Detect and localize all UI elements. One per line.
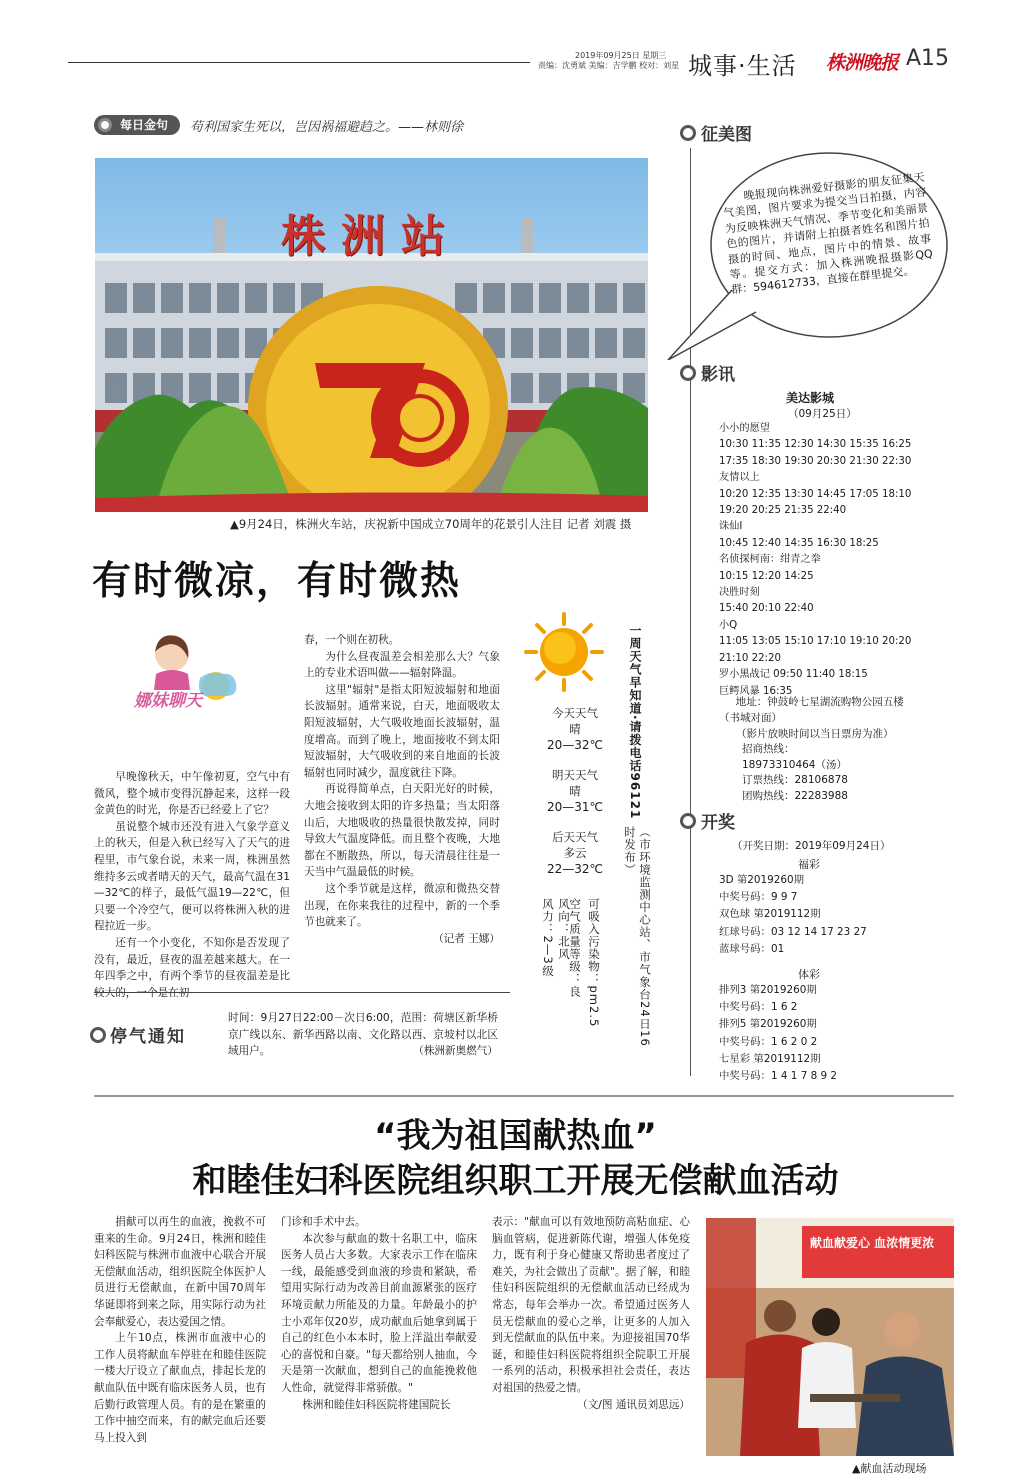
paragraph: 虽说整个城市还没有进入气象学意义上的秋天，但是入秋已经写入了天气的进程里，市气象台说，未来一周，株洲虽然维持多云或者晴天的天气，最高气温在31—32℃的样子，最低气温19—22℃，但只要一个冷空气，便可以将株洲入秋的进程拉近一步。 — [94, 820, 290, 933]
wind-direction: 风向：北风 — [557, 898, 571, 961]
lottery-line: 七星彩 第2019112期 — [719, 1052, 821, 1065]
circle-icon — [680, 125, 696, 141]
forecast-temp: 20—32℃ — [546, 738, 603, 752]
sports-label: 体彩 — [798, 968, 820, 981]
blood-photo-caption: ▲献血活动现场 — [852, 1462, 927, 1475]
photo-call-bubble — [664, 140, 954, 360]
circle-icon — [98, 118, 112, 132]
paragraph: 为什么昼夜温差会相差那么大？气象上的专业术语叫做——辐射降温。 — [304, 650, 500, 680]
lottery-line: 排列5 第2019260期 — [719, 1018, 817, 1031]
cinema-schedule — [719, 421, 911, 700]
forecast-side-source: （市环境监测中心站、市气象台24日16时发布） — [623, 826, 652, 1047]
cinema-header — [680, 360, 735, 385]
emblem-years: 1949 — 2019 — [397, 454, 451, 463]
lottery-line: 双色球 第2019112期 — [719, 908, 821, 921]
forecast-temp: 20—31℃ — [546, 800, 603, 814]
section-divider — [94, 1095, 954, 1097]
forecast-day-label: 明天天气 — [552, 768, 598, 782]
forecast-today — [536, 705, 614, 767]
lottery-line: 红球号码：03 12 14 17 23 27 — [719, 925, 867, 938]
film-title: 名侦探柯南：绀青之拳 — [719, 554, 821, 566]
blood-col3 — [492, 1214, 690, 1413]
gas-notice-label — [90, 1022, 186, 1047]
film-title: 决胜时刻 — [719, 587, 760, 599]
section-title: 城事·生活 — [688, 52, 797, 80]
circle-icon — [680, 365, 696, 381]
lottery-line: 3D 第2019260期 — [719, 874, 804, 886]
paragraph: 本次参与献血的数十名职工中，临床医务人员占大多数。大家表示工作在临床一线，最能感受到血液的珍贵和紧缺，希望用实际行动为改善目前血源紧张的医疗环境贡献力所能及的力量。年龄最小的护士小邓年仅20岁，成功献血后她拿到属于自己的红色小本本时，脸上洋溢出奉献爱心的喜悦和自豪。"每天都给别人抽血，今天是第一次献血，想到自己的血能挽救他人性命，就觉得非常骄傲。" — [281, 1232, 477, 1394]
station-photo — [95, 158, 648, 512]
hotline: 订票热线：28106878 — [742, 774, 848, 787]
film-times: 10:45 12:40 14:35 16:30 18:25 — [719, 537, 879, 549]
lottery-header — [680, 808, 735, 833]
lottery-date: （开奖日期：2019年09月24日） — [732, 840, 891, 852]
film-title: 小小的愿望 — [719, 423, 770, 434]
weather-col2 — [304, 632, 500, 947]
film-times: 21:10 22:20 — [719, 652, 781, 664]
cinema-name: 美达影城 — [786, 391, 835, 405]
quote-label: 每日金句 — [120, 118, 169, 132]
paragraph: 还有一个小变化，不知你是否发现了没有，最近，昼夜的温差越来越大。在一年四季之中，有两个季节的昼夜温差是比 — [94, 936, 290, 983]
blood-headline-1: “我为祖国献热血” — [374, 1116, 657, 1156]
forecast-day-after — [536, 829, 614, 891]
photo-call-text: 晚报现向株洲爱好摄影的朋友征集天气美图，图片要求为提交当日拍摄，内容为反映株洲天气情况、季节变化和美丽景色的图片，并请附上拍摄者姓名和图片拍摄的时间、地点，图片中的情景、故事等。提交方式：加入株洲晚报摄影QQ群：594612733，直接在群里提交。 — [722, 170, 934, 297]
forecast-day-label: 后天天气 — [552, 830, 598, 844]
circle-icon — [680, 813, 696, 829]
cinema-hotlines — [742, 742, 848, 804]
blood-col1 — [94, 1214, 266, 1446]
hotline: 18973310464（汤） — [742, 758, 847, 771]
forecast-condition: 多云 — [563, 846, 587, 860]
paragraph-continued: 门诊和手术中去。 — [281, 1216, 366, 1228]
forecast-side-title: 一周天气早知道·请拨电话96121 — [628, 624, 642, 820]
byline: （记者 王娜） — [433, 932, 500, 945]
film-title: 小Q — [719, 619, 738, 631]
station-sign: 株洲站 — [281, 211, 461, 262]
blood-headline-2: 和睦佳妇科医院组织职工开展无偿献血活动 — [192, 1161, 839, 1201]
sun-icon — [524, 612, 604, 692]
paragraph-continued: 表示："献血可以有效地预防高粘血症、心脑血管病，促进新陈代谢，增强人体免疫力，既有利于身心健康又帮助患者度过了难关，为社会做出了贡献"。据了解，和睦佳妇科医院组织的无偿献血活动已经成为常态，每年会举办一次。希望通过医务人员无偿献血的爱心之举，让更多的人加入到无偿献血的队伍中来。为迎接祖国70华诞，和睦佳妇科医院将组织全院职工开展一系列的活动，积极承担社会责任，表达对祖国的热爱之情。 — [492, 1216, 690, 1394]
header-rule — [68, 62, 530, 63]
lottery-line: 排列3 第2019260期 — [719, 984, 817, 996]
film-times: 10:30 11:35 12:30 14:30 15:35 16:25 — [719, 439, 912, 451]
brand-logo: 株洲晚报 — [826, 52, 899, 74]
gas-notice-text — [228, 1010, 498, 1060]
quote-bar — [94, 114, 654, 136]
header-editors: 责编：沈勇斌 美编：吉学鹏 校对：刘星 — [538, 61, 680, 70]
forecast-temp: 22—32℃ — [546, 862, 603, 876]
paragraph: 上午10点，株洲市血液中心的工作人员将献血车停驻在和睦佳医院一楼大厅设立了献血点，排起长龙的献血队伍中既有临床医务人员，也有后勤行政管理人员。有的是在繁重的工作中抽空而来，有的献完血后还要马上投入到 — [94, 1332, 266, 1444]
lottery-line: 中奖号码：9 9 7 — [719, 891, 798, 904]
film-times: 17:35 18:30 19:30 20:30 21:30 22:30 — [719, 455, 912, 467]
air-quality-pollutant: 可吸入污染物：pm2.5 — [587, 898, 601, 1028]
photo-call-title: 征美图 — [701, 125, 752, 145]
byline: （文/图 通讯员刘思远） — [577, 1398, 690, 1411]
lottery-line: 中奖号码：1 6 2 0 2 — [719, 1035, 818, 1048]
paragraph: 株洲和睦佳妇科医院将建国院长 — [302, 1398, 451, 1411]
wind-force: 风力：2—3级 — [541, 898, 555, 978]
header-date: 2019年09月25日 星期三 — [575, 51, 667, 60]
weather-col1 — [94, 769, 290, 1001]
forecast-condition: 晴 — [569, 784, 581, 798]
blood-col2 — [281, 1214, 477, 1413]
welfare-results — [719, 872, 867, 958]
paragraph: 这里"辐射"是指太阳短波辐射和地面长波辐射。通常来说，白天，地面吸收太阳短波辐射，大气吸收地面长波辐射，温度增高。而到了晚上，地面接收不到太阳短波辐射，大气吸收到的来自地面的长波辐射也同时减少，温度就往下降。 — [304, 683, 500, 779]
film-times: 10:15 12:20 14:25 — [719, 570, 814, 582]
cinema-title: 影讯 — [701, 365, 735, 385]
forecast-tomorrow — [536, 767, 614, 829]
air-quality-level: 空气质量等级：良 — [568, 898, 582, 998]
paragraph: 早晚像秋天，中午像初夏，空气中有微风，整个城市变得沉静起来，这样一段金黄色的时光，你是否已经爱上了它？ — [94, 771, 290, 817]
page-number: A15 — [906, 46, 950, 71]
photo1-caption: ▲9月24日，株洲火车站，庆祝新中国成立70周年的花景引人注目 记者 刘震 摄 — [230, 517, 632, 531]
film-times: 15:40 20:10 22:40 — [719, 603, 814, 615]
gas-notice-source: （株洲新奥燃气） — [413, 1045, 498, 1057]
film-times: 19:20 20:25 21:35 22:40 — [719, 505, 847, 517]
film-title: 罗小黑战记 09:50 11:40 18:15 — [719, 669, 868, 681]
cinema-date: （09月25日） — [788, 408, 857, 420]
welfare-label: 福彩 — [798, 858, 820, 871]
film-title: 诛仙Ⅰ — [719, 521, 743, 533]
lottery-line: 蓝球号码：01 — [719, 942, 785, 955]
weather-headline: 有时微凉，有时微热 — [92, 559, 462, 604]
sports-results — [719, 982, 837, 1085]
blood-photo-illustration — [706, 1218, 954, 1456]
forecast-days — [536, 705, 614, 891]
forecast-condition: 晴 — [569, 722, 581, 736]
blood-photo — [706, 1218, 954, 1456]
cinema-address: 地址：钟鼓岭七星湖流购物公园五楼（书城对面） — [719, 696, 904, 724]
article-divider — [94, 992, 510, 993]
circle-icon — [90, 1027, 106, 1043]
gas-notice-title: 停气通知 — [110, 1027, 186, 1047]
film-title: 巨鳄风暴 16:35 — [719, 685, 793, 697]
blood-photo-banner: 献血献爱心 血浓情更浓 — [810, 1236, 935, 1250]
quote-text: 苟利国家生死以，岂因祸福避趋之。——林则徐 — [190, 120, 464, 135]
hotline: 招商热线： — [742, 743, 795, 755]
forecast-day-label: 今天天气 — [552, 706, 598, 720]
paragraph: 捐献可以再生的血液，挽救不可重来的生命。9月24日，株洲和睦佳妇科医院与株洲市血液中心联合开展无偿献血活动，组织医院全体医护人员进行无偿献血，在新中国70周年华诞即将到来之际，用实际行动为社会奉献爱心，表达爱国之情。 — [94, 1216, 266, 1328]
lottery-title: 开奖 — [701, 813, 735, 833]
film-times: 11:05 13:05 15:10 17:10 19:10 20:20 — [719, 636, 912, 648]
film-times: 10:20 12:35 13:30 14:45 17:05 18:10 — [719, 488, 912, 500]
film-title: 友情以上 — [719, 472, 760, 484]
column-logo-text: 娜妹聊天 — [134, 691, 202, 711]
paragraph: 再说得简单点，白天阳光好的时候，大地会接收到太阳的许多热量；当太阳落山后，大地吸收的热量很快散发掉，同时导致大气温度降低。而且整个夜晚，大地都在不断散热，所以，每天清晨往往是一天当中气温最低的时候。 — [304, 783, 500, 879]
quote-label-pill — [94, 115, 180, 135]
lottery-line: 中奖号码：1 4 1 7 8 9 2 — [719, 1070, 838, 1083]
column-logo — [130, 630, 242, 710]
paragraph: 这个季节就是这样，微凉和微热交替出现，在你来我往的过程中，新的一个季节也就来了。 — [304, 882, 500, 929]
paragraph-continued: 春，一个则在初秋。 — [304, 634, 400, 646]
gas-notice-body: 时间：9月27日22:00－次日6:00，范围：荷塘区新华桥京广线以东、新华西路以南、文化路以西、京坡村以北区域用户。 — [228, 1012, 498, 1057]
hotline: 团购热线：22283988 — [742, 789, 848, 802]
cinema-note: （影片放映时间以当日票房为准） — [736, 728, 894, 740]
lottery-line: 中奖号码：1 6 2 — [719, 1001, 798, 1014]
